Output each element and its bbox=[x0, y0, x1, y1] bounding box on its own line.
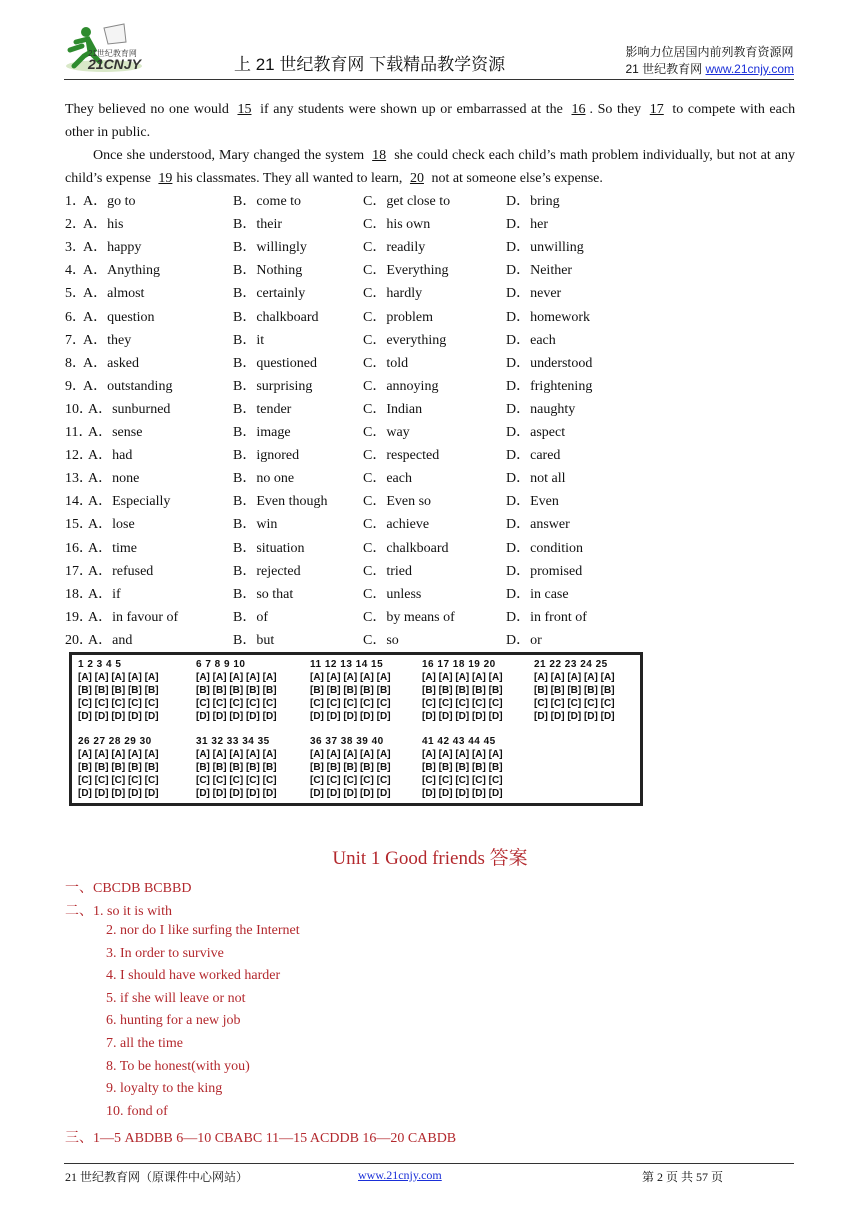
answer-sheet-numbers: 31 32 33 34 35 bbox=[196, 736, 270, 747]
answer-sheet-bubbles: [C] [C] [C] [C] [C] bbox=[196, 698, 277, 709]
option-c: C．respected bbox=[363, 448, 440, 464]
option-c: C．so bbox=[363, 632, 399, 648]
logo-small-text: 21世纪教育网 bbox=[88, 49, 137, 58]
answer-sheet-bubbles: [C] [C] [C] [C] [C] bbox=[78, 698, 159, 709]
passage-paragraph-1 bbox=[65, 98, 795, 144]
header-site-link[interactable]: www.21cnjy.com bbox=[705, 62, 794, 76]
option-c: C．hardly bbox=[363, 286, 423, 302]
option-row bbox=[65, 629, 665, 652]
option-d: D．homework bbox=[506, 309, 590, 325]
option-a: A．his bbox=[83, 217, 124, 233]
option-d: D．Neither bbox=[506, 263, 573, 279]
answer-item: 3. In order to survive bbox=[106, 945, 224, 961]
answer-sheet bbox=[69, 652, 643, 806]
question-number: 18． bbox=[65, 586, 93, 602]
header-slogan: 影响力位居国内前列教育资源网 bbox=[625, 45, 794, 59]
answer-sheet-bubbles: [A] [A] [A] [A] [A] bbox=[78, 672, 159, 683]
option-d: D．aspect bbox=[506, 425, 566, 440]
passage-text: not at someone else’s expense. bbox=[431, 171, 603, 186]
answer-sheet-group bbox=[422, 658, 503, 723]
answer-sheet-group bbox=[310, 735, 391, 800]
option-c: C．his own bbox=[363, 217, 431, 233]
question-number: 8． bbox=[65, 355, 86, 371]
option-a: A．and bbox=[88, 632, 133, 648]
option-b: B．situation bbox=[233, 540, 305, 556]
answer-sheet-numbers: 1 2 3 4 5 bbox=[78, 659, 122, 670]
answer-item: 6. hunting for a new job bbox=[106, 1013, 241, 1029]
answer-sheet-bubbles: [A] [A] [A] [A] [A] bbox=[310, 749, 391, 760]
option-b: B．rejected bbox=[233, 563, 301, 579]
answers-part2-head: 二、1. so it is with bbox=[65, 904, 172, 919]
answer-sheet-bubbles: [D] [D] [D] [D] [D] bbox=[310, 788, 391, 799]
option-row bbox=[65, 606, 665, 629]
option-d: D．her bbox=[506, 217, 548, 233]
option-row bbox=[65, 421, 665, 444]
option-b: B．surprising bbox=[233, 378, 313, 394]
question-number: 6． bbox=[65, 309, 86, 325]
option-d: D．each bbox=[506, 332, 556, 348]
answer-sheet-group bbox=[310, 658, 391, 723]
option-a: A．had bbox=[88, 448, 133, 464]
question-number: 17． bbox=[65, 563, 93, 579]
answer-sheet-bubbles: [C] [C] [C] [C] [C] bbox=[310, 775, 391, 786]
option-a: A．outstanding bbox=[83, 378, 173, 394]
option-row bbox=[65, 398, 665, 421]
option-d: D．cared bbox=[506, 448, 561, 464]
answer-item: 9. loyalty to the king bbox=[106, 1081, 223, 1097]
option-a: A．happy bbox=[83, 240, 142, 256]
answer-sheet-bubbles: [B] [B] [B] [B] [B] bbox=[422, 762, 503, 773]
answer-sheet-numbers: 6 7 8 9 10 bbox=[196, 659, 246, 670]
answer-sheet-bubbles: [A] [A] [A] [A] [A] bbox=[196, 672, 277, 683]
answer-sheet-group bbox=[196, 735, 277, 800]
option-c: C．problem bbox=[363, 309, 433, 325]
option-row bbox=[65, 490, 665, 513]
option-a: A．none bbox=[88, 471, 140, 487]
question-number: 14． bbox=[65, 494, 93, 510]
question-number: 12． bbox=[65, 448, 93, 464]
footer-site-link[interactable]: www.21cnjy.com bbox=[358, 1168, 442, 1182]
passage-text: They believed no one would bbox=[65, 102, 229, 117]
answer-sheet-bubbles: [D] [D] [D] [D] [D] bbox=[310, 711, 391, 722]
option-b: B．so that bbox=[233, 586, 294, 602]
option-b: B．Nothing bbox=[233, 263, 303, 279]
option-c: C．readily bbox=[363, 240, 426, 256]
option-d: D．unwilling bbox=[506, 240, 584, 256]
answer-sheet-bubbles: [D] [D] [D] [D] [D] bbox=[78, 711, 159, 722]
header-title: 上 21 世纪教育网 下载精品教学资源 bbox=[234, 55, 506, 74]
answer-item: 7. all the time bbox=[106, 1036, 183, 1051]
option-row bbox=[65, 213, 665, 236]
option-d: D．never bbox=[506, 286, 562, 302]
answer-sheet-bubbles: [A] [A] [A] [A] [A] bbox=[422, 672, 503, 683]
option-d: D．or bbox=[506, 632, 542, 648]
answer-sheet-bubbles: [B] [B] [B] [B] [B] bbox=[310, 762, 391, 773]
answer-sheet-bubbles: [C] [C] [C] [C] [C] bbox=[534, 698, 615, 709]
answer-sheet-bubbles: [B] [B] [B] [B] [B] bbox=[534, 685, 615, 696]
question-number: 1． bbox=[65, 194, 86, 209]
question-number: 16． bbox=[65, 540, 93, 556]
option-d: D．not all bbox=[506, 471, 566, 487]
answer-sheet-numbers: 41 42 43 44 45 bbox=[422, 736, 496, 747]
option-b: B．their bbox=[233, 217, 282, 233]
answer-item: 10. fond of bbox=[106, 1103, 168, 1119]
question-number: 9． bbox=[65, 378, 86, 394]
option-a: A．sunburned bbox=[88, 401, 171, 417]
answer-sheet-group bbox=[534, 658, 615, 723]
footer-left: 21 世纪教育网（原课件中心网站） bbox=[65, 1170, 249, 1184]
option-a: A．question bbox=[83, 309, 155, 325]
passage-text: his classmates. They all wanted to learn, bbox=[176, 171, 403, 186]
answer-sheet-bubbles: [C] [C] [C] [C] [C] bbox=[422, 775, 503, 786]
option-c: C．told bbox=[363, 355, 409, 371]
option-a: A．Anything bbox=[83, 263, 160, 279]
option-a: A．lose bbox=[88, 517, 135, 533]
option-row bbox=[65, 259, 665, 282]
answer-sheet-bubbles: [D] [D] [D] [D] [D] bbox=[78, 788, 159, 799]
question-number: 3． bbox=[65, 240, 86, 256]
question-number: 2． bbox=[65, 217, 86, 233]
option-c: C．annoying bbox=[363, 378, 439, 394]
option-b: B．questioned bbox=[233, 355, 317, 371]
option-c: C．get close to bbox=[363, 194, 451, 209]
option-b: B．of bbox=[233, 609, 268, 625]
answer-sheet-group bbox=[78, 658, 159, 723]
option-c: C．Everything bbox=[363, 263, 449, 279]
option-a: A．refused bbox=[88, 563, 154, 579]
answers-part1: 一、CBCDB BCBBD bbox=[65, 881, 192, 896]
option-d: D．understood bbox=[506, 355, 593, 371]
option-row bbox=[65, 282, 665, 305]
option-a: A．time bbox=[88, 540, 137, 556]
option-c: C．by means of bbox=[363, 609, 455, 625]
option-a: A．almost bbox=[83, 286, 145, 302]
option-d: D．answer bbox=[506, 517, 570, 533]
option-row bbox=[65, 375, 665, 398]
footer-page-number: 第 2 页 共 57 页 bbox=[642, 1170, 724, 1184]
option-b: B．it bbox=[233, 332, 265, 348]
option-row bbox=[65, 444, 665, 467]
option-a: A．Especially bbox=[88, 494, 171, 510]
option-d: D．condition bbox=[506, 540, 583, 556]
answer-sheet-numbers: 16 17 18 19 20 bbox=[422, 659, 496, 670]
answer-sheet-bubbles: [D] [D] [D] [D] [D] bbox=[422, 788, 503, 799]
footer-divider bbox=[64, 1163, 794, 1164]
answer-item: 2. nor do I like surfing the Internet bbox=[106, 923, 300, 938]
option-a: A．go to bbox=[83, 194, 136, 209]
answer-sheet-bubbles: [D] [D] [D] [D] [D] bbox=[422, 711, 503, 722]
question-number: 10． bbox=[65, 401, 93, 417]
answer-sheet-bubbles: [C] [C] [C] [C] [C] bbox=[78, 775, 159, 786]
option-b: B．come to bbox=[233, 194, 302, 209]
option-c: C．Indian bbox=[363, 401, 423, 417]
option-b: B．win bbox=[233, 517, 278, 533]
option-c: C．each bbox=[363, 471, 412, 487]
header-site-line bbox=[625, 61, 794, 78]
passage-text: she could check each child’s math problem individually, but not at any child’s expense bbox=[65, 148, 796, 186]
option-b: B．image bbox=[233, 425, 291, 440]
answer-sheet-numbers: 11 12 13 14 15 bbox=[310, 659, 384, 670]
option-row bbox=[65, 190, 665, 213]
question-number: 15． bbox=[65, 517, 93, 533]
option-d: D．promised bbox=[506, 563, 583, 579]
answer-item: 8. To be honest(with you) bbox=[106, 1058, 250, 1074]
blank-15: 15 bbox=[237, 102, 252, 117]
option-b: B．Even though bbox=[233, 494, 328, 510]
answer-sheet-bubbles: [A] [A] [A] [A] [A] bbox=[310, 672, 391, 683]
option-c: C．chalkboard bbox=[363, 540, 449, 556]
answer-sheet-group bbox=[78, 735, 159, 800]
option-row bbox=[65, 329, 665, 352]
option-a: A．sense bbox=[88, 425, 143, 440]
option-b: B．but bbox=[233, 632, 275, 648]
option-row bbox=[65, 467, 665, 490]
answer-item: 4. I should have worked harder bbox=[106, 968, 281, 984]
answer-sheet-bubbles: [A] [A] [A] [A] [A] bbox=[78, 749, 159, 760]
option-a: A．they bbox=[83, 332, 132, 348]
option-d: D．bring bbox=[506, 194, 560, 209]
site-logo bbox=[64, 22, 184, 78]
passage-text: if any students were shown up or embarrassed at the bbox=[260, 102, 563, 117]
option-row bbox=[65, 236, 665, 259]
answer-sheet-bubbles: [D] [D] [D] [D] [D] bbox=[196, 788, 277, 799]
page-header bbox=[64, 22, 794, 80]
question-number: 13． bbox=[65, 471, 93, 487]
option-c: C．Even so bbox=[363, 494, 432, 510]
answer-sheet-numbers: 21 22 23 24 25 bbox=[534, 659, 608, 670]
footer-center bbox=[358, 1168, 442, 1183]
option-b: B．certainly bbox=[233, 286, 306, 302]
answer-sheet-bubbles: [A] [A] [A] [A] [A] bbox=[534, 672, 615, 683]
option-d: D．frightening bbox=[506, 378, 593, 394]
blank-17: 17 bbox=[649, 102, 664, 117]
question-number: 20． bbox=[65, 632, 93, 648]
answer-sheet-group bbox=[422, 735, 503, 800]
answer-sheet-bubbles: [B] [B] [B] [B] [B] bbox=[196, 762, 277, 773]
question-number: 19． bbox=[65, 609, 93, 625]
option-a: A．if bbox=[88, 586, 121, 602]
option-b: B．no one bbox=[233, 471, 295, 487]
option-c: C．way bbox=[363, 425, 410, 440]
answer-sheet-bubbles: [C] [C] [C] [C] [C] bbox=[196, 775, 277, 786]
option-b: B．willingly bbox=[233, 240, 307, 256]
answer-sheet-bubbles: [B] [B] [B] [B] [B] bbox=[422, 685, 503, 696]
option-row bbox=[65, 560, 665, 583]
blank-19: 19 bbox=[158, 171, 173, 186]
option-b: B．chalkboard bbox=[233, 309, 319, 325]
option-b: B．ignored bbox=[233, 448, 300, 464]
question-number: 7． bbox=[65, 332, 86, 348]
option-c: C．tried bbox=[363, 563, 412, 579]
answer-sheet-bubbles: [B] [B] [B] [B] [B] bbox=[78, 685, 159, 696]
option-b: B．tender bbox=[233, 401, 292, 417]
answer-item: 5. if she will leave or not bbox=[106, 990, 246, 1006]
answer-sheet-group bbox=[196, 658, 277, 723]
option-d: D．in case bbox=[506, 586, 569, 602]
blank-18: 18 bbox=[372, 148, 387, 163]
answer-sheet-bubbles: [D] [D] [D] [D] [D] bbox=[196, 711, 277, 722]
answer-sheet-numbers: 36 37 38 39 40 bbox=[310, 736, 384, 747]
blank-20: 20 bbox=[409, 171, 424, 186]
answer-sheet-bubbles: [B] [B] [B] [B] [B] bbox=[196, 685, 277, 696]
answer-sheet-bubbles: [D] [D] [D] [D] [D] bbox=[534, 711, 615, 722]
question-number: 5． bbox=[65, 286, 86, 302]
option-row bbox=[65, 583, 665, 606]
option-row bbox=[65, 513, 665, 536]
answer-sheet-bubbles: [C] [C] [C] [C] [C] bbox=[310, 698, 391, 709]
option-d: D．naughty bbox=[506, 401, 576, 417]
option-c: C．achieve bbox=[363, 517, 430, 533]
question-number: 11． bbox=[65, 425, 93, 440]
option-row bbox=[65, 306, 665, 329]
answer-sheet-bubbles: [A] [A] [A] [A] [A] bbox=[422, 749, 503, 760]
answers-title: Unit 1 Good friends 答案 bbox=[332, 848, 528, 869]
answer-sheet-numbers: 26 27 28 29 30 bbox=[78, 736, 152, 747]
question-number: 4． bbox=[65, 263, 86, 279]
option-a: A．asked bbox=[83, 355, 139, 371]
option-d: D．Even bbox=[506, 494, 559, 510]
header-site-prefix: 21 世纪教育网 bbox=[625, 62, 706, 76]
option-row bbox=[65, 352, 665, 375]
passage-text: to compete with each other in public. bbox=[65, 102, 796, 140]
option-c: C．unless bbox=[363, 586, 422, 602]
passage-text: . So they bbox=[589, 102, 642, 117]
header-right bbox=[625, 44, 794, 78]
answer-sheet-bubbles: [A] [A] [A] [A] [A] bbox=[196, 749, 277, 760]
passage-text: Once she understood, Mary changed the system bbox=[93, 148, 365, 163]
answer-sheet-bubbles: [C] [C] [C] [C] [C] bbox=[422, 698, 503, 709]
logo-big-text: 21CNJY bbox=[88, 56, 141, 72]
header-divider bbox=[64, 79, 794, 80]
option-d: D．in front of bbox=[506, 609, 587, 625]
blank-16: 16 bbox=[571, 102, 586, 117]
answer-sheet-bubbles: [B] [B] [B] [B] [B] bbox=[310, 685, 391, 696]
passage-paragraph-2 bbox=[65, 144, 795, 190]
answer-sheet-bubbles: [B] [B] [B] [B] [B] bbox=[78, 762, 159, 773]
option-c: C．everything bbox=[363, 332, 447, 348]
answers-part3: 三、1—5 ABDBB 6—10 CBABC 11—15 ACDDB 16—20 CABDB bbox=[65, 1131, 457, 1146]
option-row bbox=[65, 537, 665, 560]
option-a: A．in favour of bbox=[88, 609, 179, 625]
